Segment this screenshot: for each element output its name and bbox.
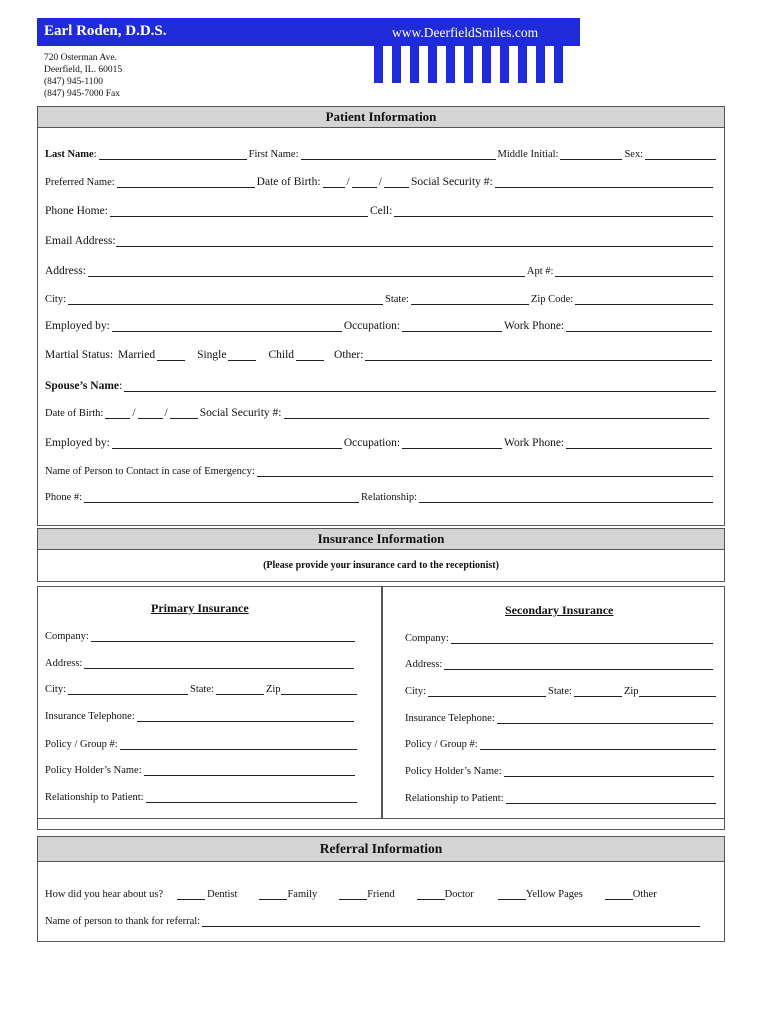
ssn-field[interactable] (495, 176, 713, 188)
doctor-label: Doctor (444, 889, 474, 900)
single-label: Single (197, 349, 227, 361)
apt-label: Apt #: (526, 266, 554, 277)
practice-name: Earl Roden, D.D.S. (44, 23, 167, 39)
secondary-address-row (405, 658, 715, 670)
website-link[interactable]: www.DeerfieldSmiles.com (392, 25, 539, 40)
child-label: Child (268, 349, 295, 361)
primary-policy-row (45, 738, 359, 750)
emergency-phone-field[interactable] (84, 491, 359, 503)
primary-telephone-row (45, 710, 356, 722)
spouse-employed-by-field[interactable] (112, 437, 342, 449)
first-name-field[interactable] (301, 148, 496, 160)
spouse-employment-row (45, 437, 714, 449)
primary-company-row (45, 630, 357, 642)
address-field[interactable] (88, 265, 525, 277)
secondary-company-row (405, 632, 715, 644)
patient-info-title: Patient Information (37, 106, 725, 128)
referral-thank-field[interactable] (202, 915, 700, 927)
emergency-phone-label: Phone #: (45, 492, 83, 503)
email-label: Email Address: (45, 235, 116, 247)
primary-zip-label: Zip (265, 684, 281, 695)
secondary-zip-field[interactable] (639, 685, 716, 697)
dob-label: Date of Birth: (256, 176, 321, 188)
last-name-field[interactable] (99, 148, 247, 160)
primary-telephone-field[interactable] (137, 710, 354, 722)
primary-relationship-row (45, 791, 359, 803)
sex-label: Sex: (624, 149, 644, 160)
spouse-dob-row: Date of Birth: / / Social Security #: (45, 407, 711, 419)
state-field[interactable] (411, 293, 529, 305)
first-name-label: First Name: (248, 149, 299, 160)
insurance-info-title: Insurance Information (37, 528, 725, 550)
secondary-city-field[interactable] (428, 685, 546, 697)
state-label: State: (385, 294, 409, 305)
address-row (45, 265, 715, 277)
zip-field[interactable] (575, 293, 713, 305)
dob-month-field[interactable] (323, 176, 345, 188)
primary-relationship-label: Relationship to Patient: (45, 792, 144, 803)
primary-holder-row (45, 764, 357, 776)
cell-field[interactable] (394, 205, 713, 217)
preferred-row: Preferred Name: Date of Birth: / / Social Security #: (45, 176, 715, 188)
spouse-dob-year-field[interactable] (170, 407, 198, 419)
preferred-name-label: Preferred Name: (45, 177, 115, 188)
insurance-note: (Please provide your insurance card to the receptionist) (263, 560, 499, 571)
referral-thank-label: Name of person to thank for referral: (45, 916, 201, 927)
spouse-dob-month-field[interactable] (105, 407, 130, 419)
email-field[interactable] (116, 235, 713, 247)
primary-zip-field[interactable] (281, 683, 357, 695)
secondary-city-row (405, 685, 718, 697)
primary-address-label: Address: (45, 658, 83, 669)
secondary-telephone-label: Insurance Telephone: (405, 713, 495, 724)
primary-state-label: State: (190, 684, 214, 695)
primary-city-row (45, 683, 359, 695)
family-field[interactable] (259, 888, 287, 900)
secondary-telephone-field[interactable] (497, 712, 713, 724)
secondary-policy-label: Policy / Group #: (405, 739, 478, 750)
friend-label: Friend (367, 889, 395, 900)
referral-source-row (45, 888, 695, 900)
work-phone-field[interactable] (566, 320, 712, 332)
secondary-relationship-field[interactable] (506, 792, 716, 804)
family-label: Family (287, 889, 318, 900)
primary-holder-field[interactable] (144, 764, 355, 776)
primary-company-field[interactable] (91, 630, 355, 642)
child-field[interactable] (296, 349, 324, 361)
fax-number: (847) 945-7000 Fax (44, 89, 120, 99)
secondary-address-label: Address: (405, 659, 443, 670)
occupation-field[interactable] (402, 320, 502, 332)
emergency-contact-label: Name of Person to Contact in case of Emergency: (45, 466, 255, 477)
phone-home-field[interactable] (110, 205, 368, 217)
spouse-ssn-field[interactable] (284, 407, 710, 419)
middle-initial-field[interactable] (560, 148, 622, 160)
primary-company-label: Company: (45, 631, 89, 642)
header-stripes (374, 46, 580, 83)
insurance-divider (381, 586, 383, 818)
primary-telephone-label: Insurance Telephone: (45, 711, 135, 722)
single-field[interactable] (228, 349, 256, 361)
city-row (45, 293, 715, 305)
secondary-insurance-title: Secondary Insurance (505, 603, 614, 617)
secondary-relationship-row (405, 792, 718, 804)
dentist-field[interactable] (177, 888, 205, 900)
patient-info-box (37, 106, 725, 526)
address-line2: Deerfield, IL. 60015 (44, 65, 123, 75)
other-field[interactable] (365, 349, 712, 361)
secondary-policy-field[interactable] (480, 738, 716, 750)
dob-day-field[interactable] (352, 176, 377, 188)
secondary-address-field[interactable] (444, 658, 713, 670)
address-label: Address: (45, 265, 86, 277)
spouse-dob-label: Date of Birth: (45, 408, 104, 419)
apt-field[interactable] (555, 265, 713, 277)
marital-status-label: Martial Status: (45, 349, 114, 361)
secondary-state-field[interactable] (574, 685, 622, 697)
primary-address-row (45, 657, 356, 669)
zip-label: Zip Code: (530, 294, 574, 305)
secondary-city-label: City: (405, 686, 427, 697)
primary-city-field[interactable] (68, 683, 188, 695)
spouse-employed-by-label: Employed by: (45, 437, 110, 449)
spouse-work-phone-field[interactable] (566, 437, 712, 449)
referral-info-title: Referral Information (37, 836, 725, 862)
primary-relationship-field[interactable] (146, 791, 357, 803)
address-line1: 720 Osterman Ave. (44, 53, 117, 63)
email-row (45, 235, 715, 247)
city-field[interactable] (68, 293, 383, 305)
secondary-zip-label: Zip (623, 686, 639, 697)
cell-label: Cell: (369, 205, 393, 217)
phone-home-label: Phone Home: (45, 205, 108, 217)
emergency-row (45, 465, 715, 477)
secondary-policy-row (405, 738, 718, 750)
primary-policy-field[interactable] (120, 738, 357, 750)
secondary-holder-row (405, 765, 716, 777)
spouse-name-field[interactable] (124, 380, 716, 392)
married-label: Married (118, 349, 156, 361)
other-label: Other: (334, 349, 364, 361)
spouse-ssn-label: Social Security #: (199, 407, 282, 419)
doctor-field[interactable] (417, 888, 445, 900)
spouse-occupation-label: Occupation: (343, 437, 401, 449)
emergency-phone-row (45, 491, 715, 503)
relationship-label: Relationship: (361, 492, 418, 503)
spouse-row: Spouse’s Name : (45, 380, 718, 392)
primary-insurance-title: Primary Insurance (151, 601, 249, 615)
yellow-pages-label: Yellow Pages (525, 889, 583, 900)
dentist-label: Dentist (207, 889, 238, 900)
emergency-contact-field[interactable] (257, 465, 713, 477)
married-field[interactable] (157, 349, 185, 361)
spouse-dob-day-field[interactable] (138, 407, 163, 419)
work-phone-label: Work Phone: (504, 320, 565, 332)
primary-policy-label: Policy / Group #: (45, 739, 118, 750)
other-source-field[interactable] (605, 888, 633, 900)
secondary-company-label: Company: (405, 633, 449, 644)
spouse-occupation-field[interactable] (402, 437, 502, 449)
primary-holder-label: Policy Holder’s Name: (45, 765, 142, 776)
spouse-name-label: Spouse’s Name (45, 380, 120, 392)
friend-field[interactable] (339, 888, 367, 900)
marital-row (45, 349, 714, 361)
insurance-bottom-rule (37, 818, 725, 819)
secondary-state-label: State: (548, 686, 572, 697)
ssn-label: Social Security #: (410, 176, 493, 188)
spouse-work-phone-label: Work Phone: (504, 437, 565, 449)
secondary-telephone-row (405, 712, 715, 724)
preferred-name-field[interactable] (117, 176, 255, 188)
primary-state-field[interactable] (216, 683, 264, 695)
relationship-field[interactable] (419, 491, 713, 503)
other-source-label: Other (632, 889, 657, 900)
secondary-holder-label: Policy Holder’s Name: (405, 766, 502, 777)
secondary-relationship-label: Relationship to Patient: (405, 793, 504, 804)
last-name-label: Last Name (45, 149, 94, 160)
occupation-label: Occupation: (343, 320, 401, 332)
secondary-holder-field[interactable] (504, 765, 714, 777)
primary-city-label: City: (45, 684, 67, 695)
employed-by-label: Employed by: (45, 320, 110, 332)
yellow-pages-field[interactable] (498, 888, 526, 900)
referral-question-label: How did you hear about us? (45, 889, 164, 900)
name-row: Last Name : First Name: Middle Initial: Sex: (45, 148, 718, 160)
sex-field[interactable] (645, 148, 716, 160)
primary-address-field[interactable] (84, 657, 354, 669)
employed-by-field[interactable] (112, 320, 342, 332)
city-label: City: (45, 294, 67, 305)
referral-thank-row (45, 915, 702, 927)
secondary-company-field[interactable] (451, 632, 713, 644)
dob-year-field[interactable] (384, 176, 409, 188)
middle-initial-label: Middle Initial: (497, 149, 559, 160)
phone-row (45, 205, 715, 217)
phone-number: (847) 945-1100 (44, 77, 104, 87)
employment-row (45, 320, 714, 332)
